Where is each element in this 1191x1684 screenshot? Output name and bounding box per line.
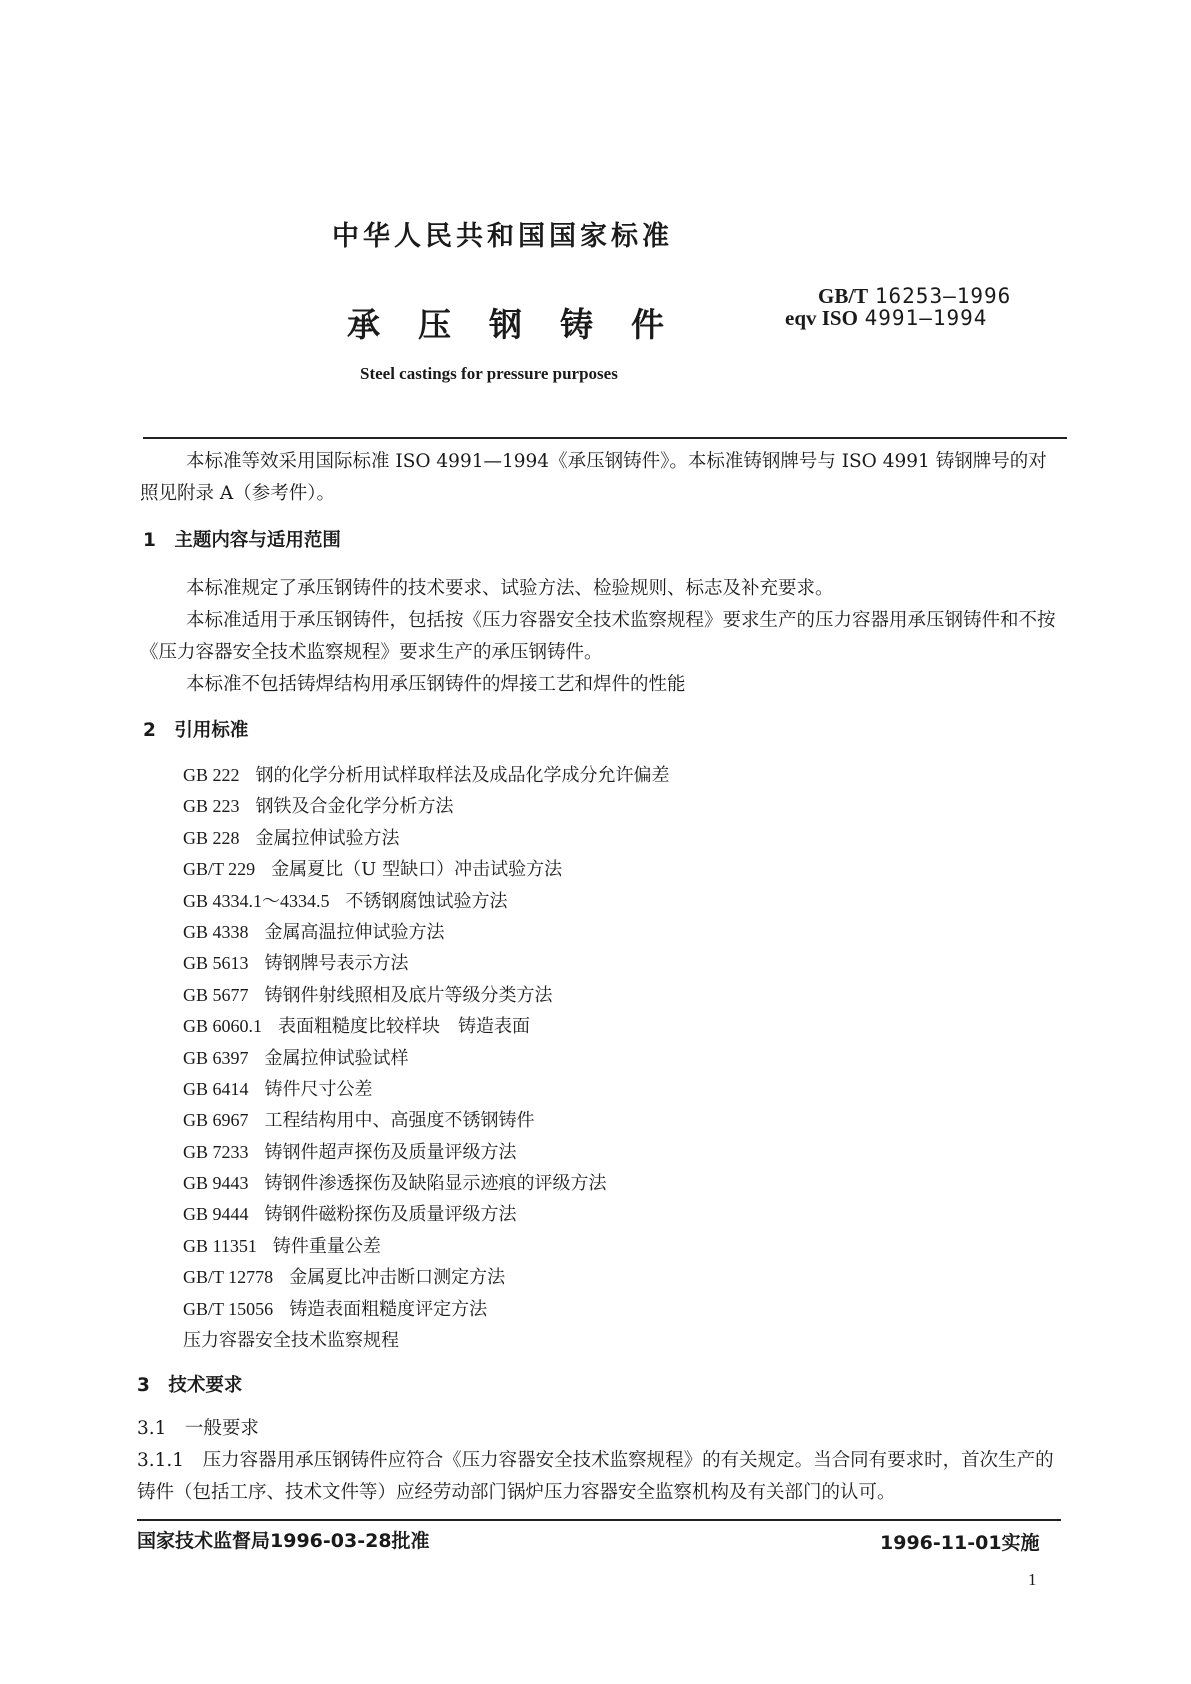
section-3-heading: 3 技术要求 [137, 1375, 243, 1396]
national-standard-heading: 中华人民共和国国家标准 [332, 221, 673, 252]
section-3-1-1-paragraph: 3.1.1 压力容器用承压钢铸件应符合《压力容器安全技术监察规程》的有关规定。当合同有要求时，首次生产的铸件（包括工序、技术文件等）应经劳动部门锅炉压力容器安全监察机构及有关部门的认可。 [137, 1450, 1054, 1503]
reference-item: GB 228 金属拉伸试验方法 [183, 827, 400, 849]
reference-item: GB 4334.1～4334.5 不锈钢腐蚀试验方法 [183, 890, 508, 912]
reference-item: GB/T 12778 金属夏比冲击断口测定方法 [183, 1267, 506, 1289]
reference-item: GB 6414 铸件尺寸公差 [183, 1078, 373, 1100]
section-3-1-heading: 3.1 一般要求 [137, 1418, 259, 1439]
header-divider [143, 437, 1067, 439]
reference-item: GB 222 钢的化学分析用试样取样法及成品化学成分允许偏差 [183, 765, 670, 786]
document-title-cn: 承压钢铸件 [347, 305, 702, 344]
reference-item: GB 6397 金属拉伸试验试样 [183, 1047, 409, 1069]
reference-item: GB 9444 铸钢件磁粉探伤及质量评级方法 [183, 1204, 517, 1226]
effective-date: 1996-11-01实施 [880, 1532, 1040, 1554]
reference-item: GB 9443 铸钢件渗透探伤及缺陷显示迹痕的评级方法 [183, 1173, 607, 1195]
reference-item: GB 6060.1 表面粗糙度比较样块 铸造表面 [183, 1016, 531, 1038]
section-1-heading: 1 主题内容与适用范围 [143, 530, 341, 551]
reference-list [183, 760, 670, 1356]
equivalent-code-prefix: eqv ISO [785, 306, 858, 330]
reference-item: GB 6967 工程结构用中、高强度不锈钢铸件 [183, 1110, 535, 1132]
standard-code-prefix: GB/T [818, 284, 869, 308]
reference-item: GB 4338 金属高温拉伸试验方法 [183, 921, 445, 943]
section-2-heading: 2 引用标准 [143, 720, 249, 741]
reference-item: GB 11351 铸件重量公差 [183, 1235, 381, 1257]
footer-divider [137, 1519, 1061, 1521]
equivalent-code-number: 4991—1994 [864, 306, 988, 330]
reference-item: GB/T 15056 铸造表面粗糙度评定方法 [183, 1298, 488, 1320]
equivalent-code [785, 306, 987, 331]
section-1-paragraph-2: 本标准适用于承压钢铸件，包括按《压力容器安全技术监察规程》要求生产的压力容器用承压钢铸件和不按《压力容器安全技术监察规程》要求生产的承压钢铸件。 [140, 610, 1056, 663]
reference-item: 压力容器安全技术监察规程 [183, 1330, 399, 1352]
document-title-en: Steel castings for pressure purposes [360, 364, 618, 383]
page-number: 1 [1028, 1570, 1037, 1589]
reference-item: GB 5677 铸钢件射线照相及底片等级分类方法 [183, 984, 553, 1006]
standard-code-number: 16253—1996 [874, 284, 1012, 308]
intro-paragraph: 本标准等效采用国际标准 ISO 4991—1994《承压钢铸件》。本标准铸钢牌号与 ISO 4991 铸钢牌号的对照见附录 A（参考件）。 [140, 451, 1047, 504]
approval-date: 国家技术监督局1996-03-28批准 [137, 1530, 430, 1552]
reference-item: GB 7233 铸钢件超声探伤及质量评级方法 [183, 1141, 517, 1163]
reference-item: GB/T 229 金属夏比（U 型缺口）冲击试验方法 [183, 859, 563, 881]
section-1-paragraph-1: 本标准规定了承压钢铸件的技术要求、试验方法、检验规则、标志及补充要求。 [186, 578, 834, 599]
reference-item: GB 223 钢铁及合金化学分析方法 [183, 796, 454, 818]
section-1-paragraph-3: 本标准不包括铸焊结构用承压钢铸件的焊接工艺和焊件的性能 [186, 674, 686, 695]
reference-item: GB 5613 铸钢牌号表示方法 [183, 953, 409, 975]
